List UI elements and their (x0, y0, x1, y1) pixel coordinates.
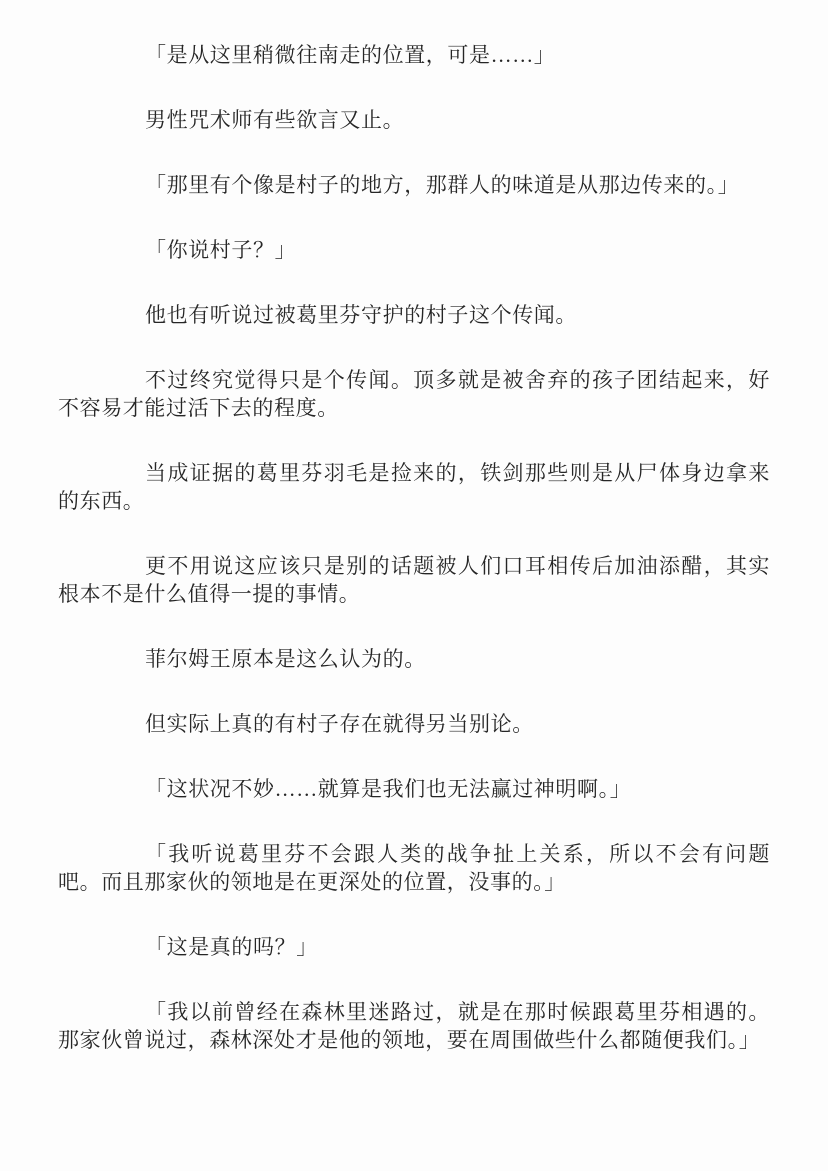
paragraph-narration-7: 当成证据的葛里芬羽毛是捡来的，铁剑那些则是从尸体身边拿来的东西。 (58, 461, 770, 513)
paragraph-dialogue-4: 「你说村子？」 (145, 238, 297, 262)
paragraph-dialogue-13: 「这是真的吗？」 (145, 935, 318, 959)
paragraph-narration-8: 更不用说这应该只是别的话题被人们口耳相传后加油添醋，其实根本不是什么值得一提的事情。 (58, 554, 770, 606)
paragraph-dialogue-12: 「我听说葛里芬不会跟人类的战争扯上关系，所以不会有问题吧。而且那家伙的领地是在更深处的位置，没事的。」 (58, 842, 770, 894)
paragraph-narration-10: 但实际上真的有村子存在就得另当别论。 (145, 712, 534, 736)
paragraph-narration-9: 菲尔姆王原本是这么认为的。 (145, 647, 426, 671)
paragraph-dialogue-3: 「那里有个像是村子的地方，那群人的味道是从那边传来的。」 (145, 173, 740, 197)
paragraph-narration-5: 他也有听说过被葛里芬守护的村子这个传闻。 (145, 303, 577, 327)
paragraph-dialogue-1: 「是从这里稍微往南走的位置，可是……」 (145, 43, 556, 67)
paragraph-dialogue-14: 「我以前曾经在森林里迷路过，就是在那时候跟葛里芬相遇的。那家伙曾说过，森林深处才是他的领地，要在周围做些什么都随便我们。」 (58, 1000, 770, 1052)
paragraph-dialogue-11: 「这状况不妙……就算是我们也无法赢过神明啊。」 (145, 777, 632, 801)
paragraph-narration-2: 男性咒术师有些欲言又止。 (145, 108, 405, 132)
paragraph-narration-6: 不过终究觉得只是个传闻。顶多就是被舍弃的孩子团结起来，好不容易才能过活下去的程度。 (58, 368, 770, 420)
